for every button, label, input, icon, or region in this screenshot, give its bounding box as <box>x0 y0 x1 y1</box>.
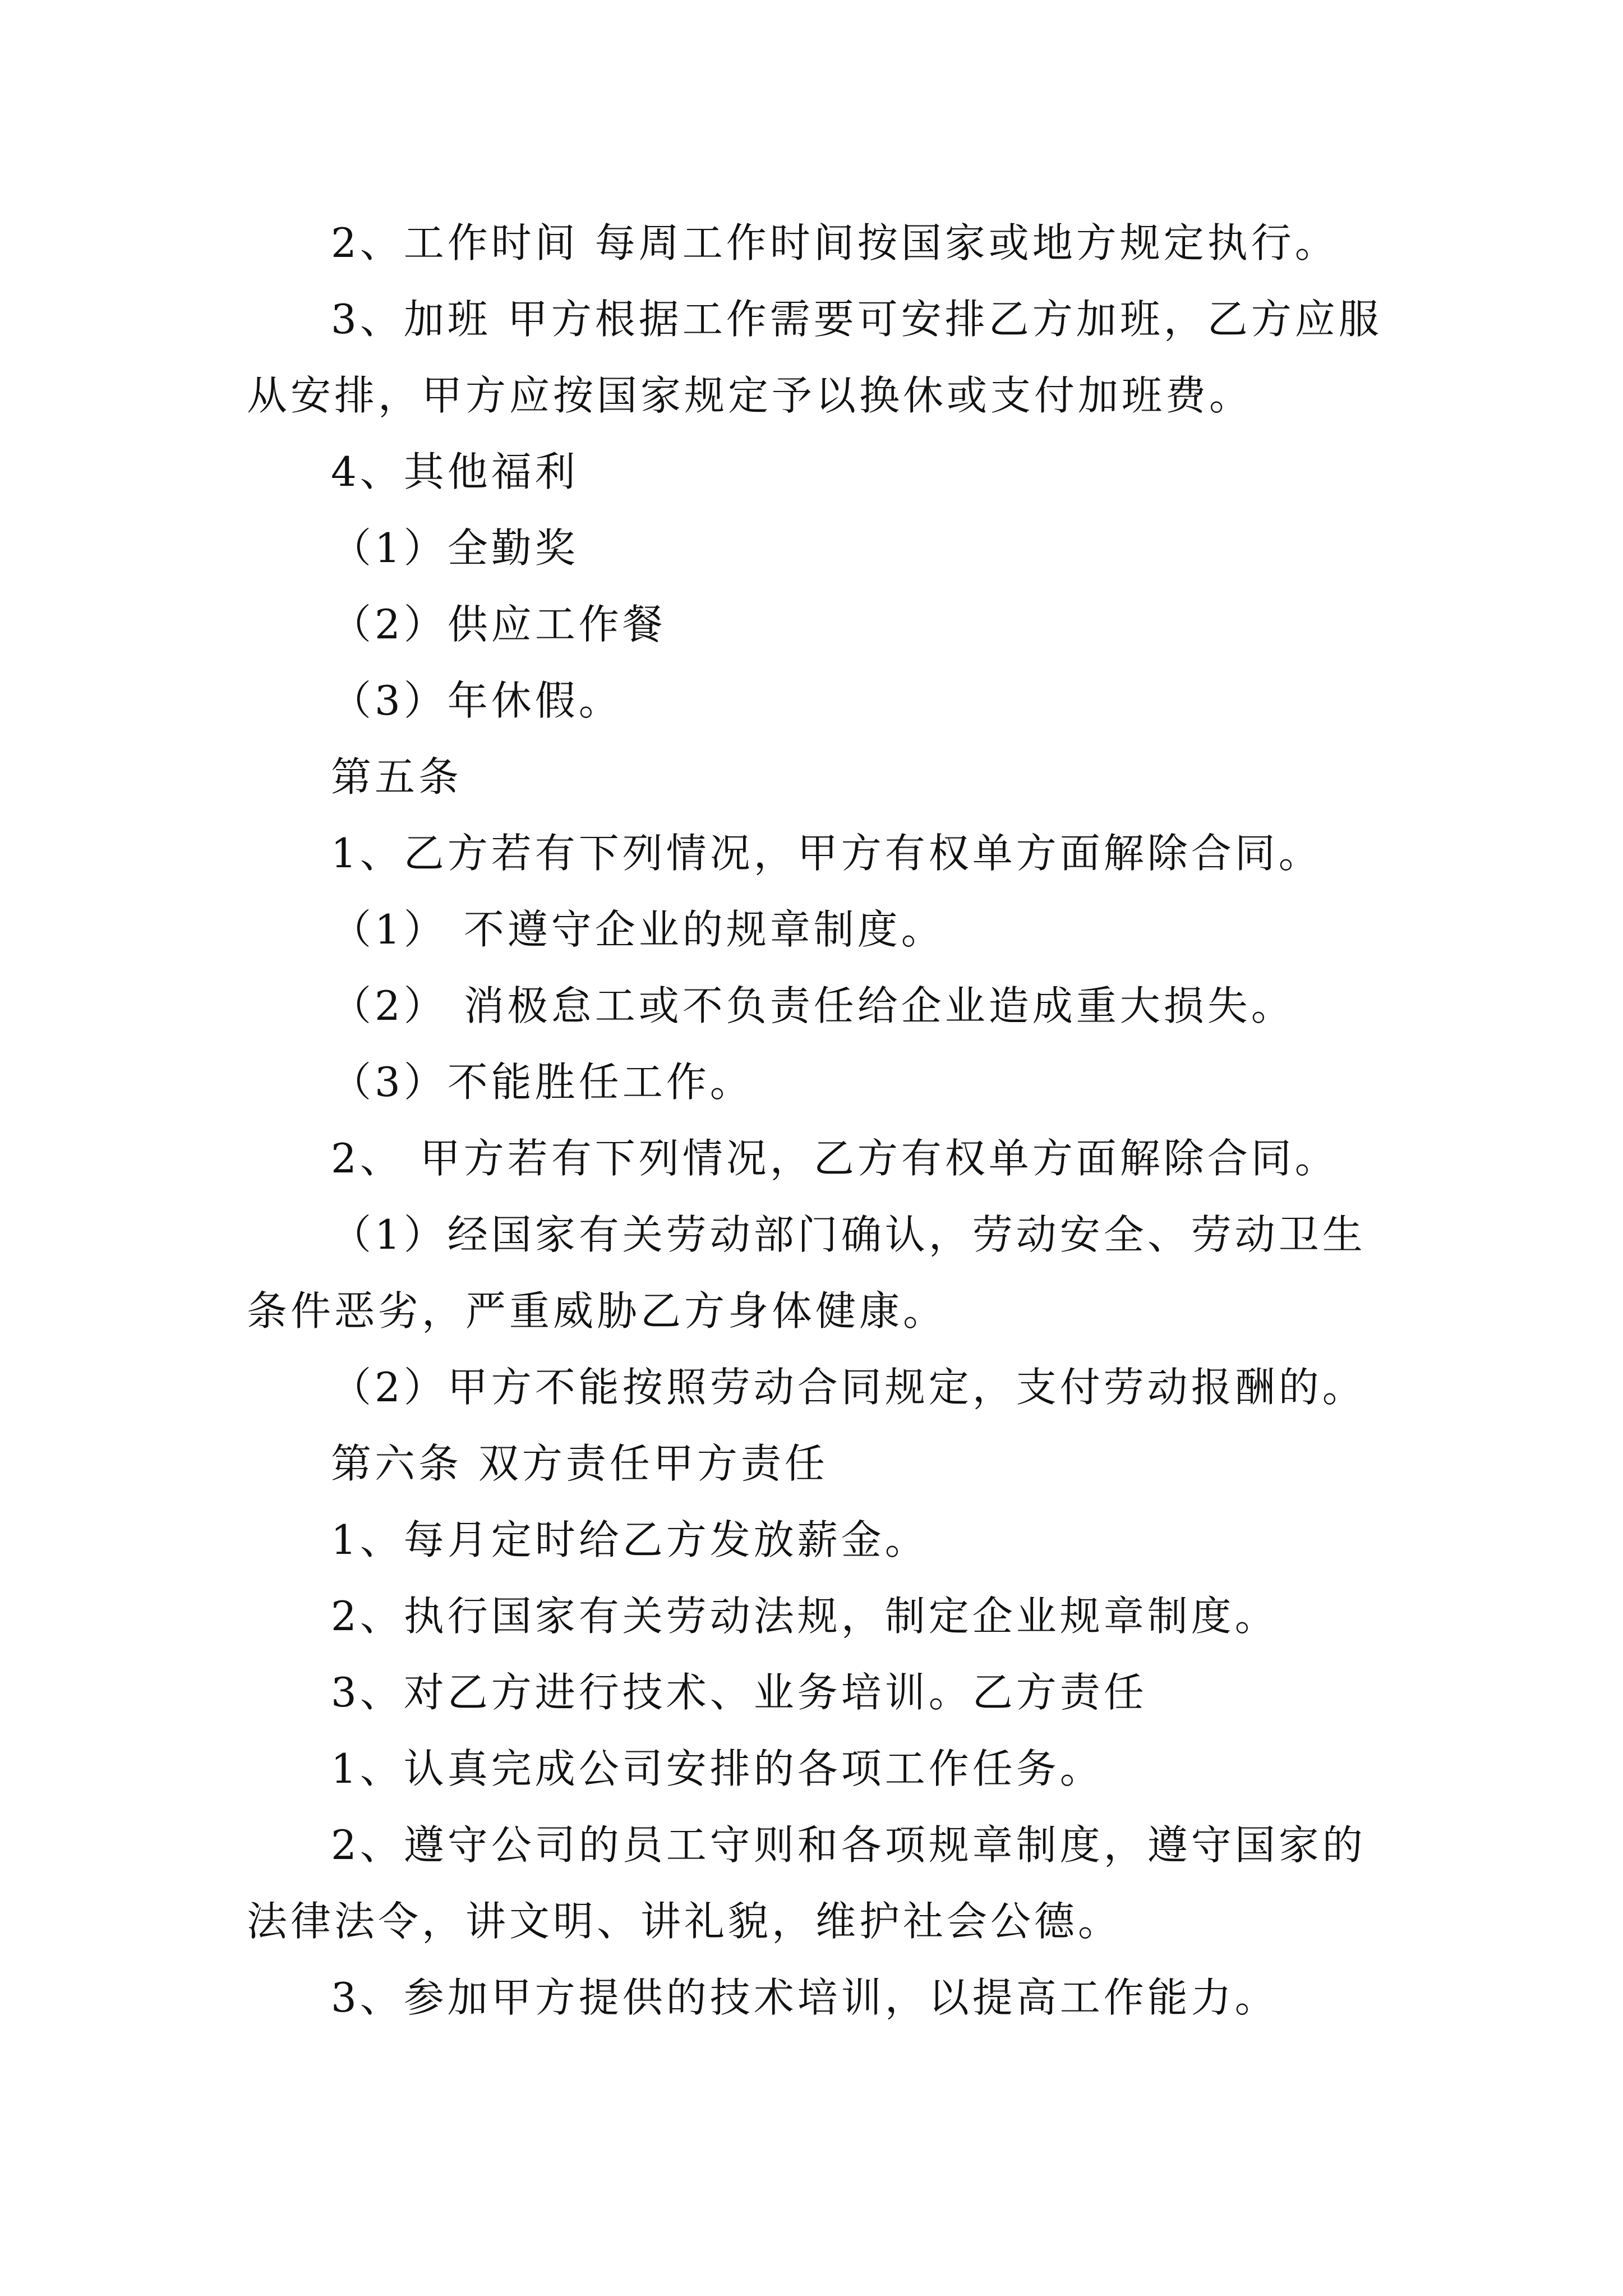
paragraph-line: 法律法令，讲文明、讲礼貌，维护社会公德。 <box>247 1898 1122 1945</box>
paragraph-line: 1、乙方若有下列情况，甲方有权单方面解除合同。 <box>331 830 1322 877</box>
section-heading: 第五条 <box>331 753 463 800</box>
paragraph-line: 3、参加甲方提供的技术培训，以提高工作能力。 <box>331 1974 1279 2021</box>
list-item: （3）年休假。 <box>331 677 623 724</box>
list-item: （2）供应工作餐 <box>331 601 666 648</box>
paragraph-line: 2、工作时间 每周工作时间按国家或地方规定执行。 <box>331 219 1339 266</box>
paragraph-line: 1、每月定时给乙方发放薪金。 <box>331 1516 929 1563</box>
paragraph-line: 2、遵守公司的员工守则和各项规章制度，遵守国家的 <box>331 1821 1366 1869</box>
list-item: （3）不能胜任工作。 <box>331 1059 754 1106</box>
paragraph-line: 2、 甲方若有下列情况，乙方有权单方面解除合同。 <box>331 1135 1339 1182</box>
paragraph-line: 3、加班 甲方根据工作需要可安排乙方加班，乙方应服 <box>331 296 1382 343</box>
paragraph-line: 条件恶劣，严重威胁乙方身体健康。 <box>247 1287 947 1335</box>
paragraph-line: 1、认真完成公司安排的各项工作任务。 <box>331 1745 1104 1792</box>
list-item: （1）全勤奖 <box>331 524 579 572</box>
list-item: （2）甲方不能按照劳动合同规定，支付劳动报酬的。 <box>331 1364 1366 1411</box>
list-item: （1）经国家有关劳动部门确认，劳动安全、劳动卫生 <box>331 1211 1366 1258</box>
paragraph-line: 3、对乙方进行技术、业务培训。乙方责任 <box>331 1669 1147 1716</box>
document-body <box>247 205 1385 2036</box>
list-item: （1） 不遵守企业的规章制度。 <box>331 906 945 953</box>
paragraph-line: 从安排，甲方应按国家规定予以换休或支付加班费。 <box>247 372 1253 419</box>
paragraph-line: 2、执行国家有关劳动法规，制定企业规章制度。 <box>331 1593 1279 1640</box>
paragraph-line: 4、其他福利 <box>331 448 579 495</box>
list-item: （2） 消极怠工或不负责任给企业造成重大损失。 <box>331 982 1295 1029</box>
section-heading: 第六条 双方责任甲方责任 <box>331 1440 828 1487</box>
